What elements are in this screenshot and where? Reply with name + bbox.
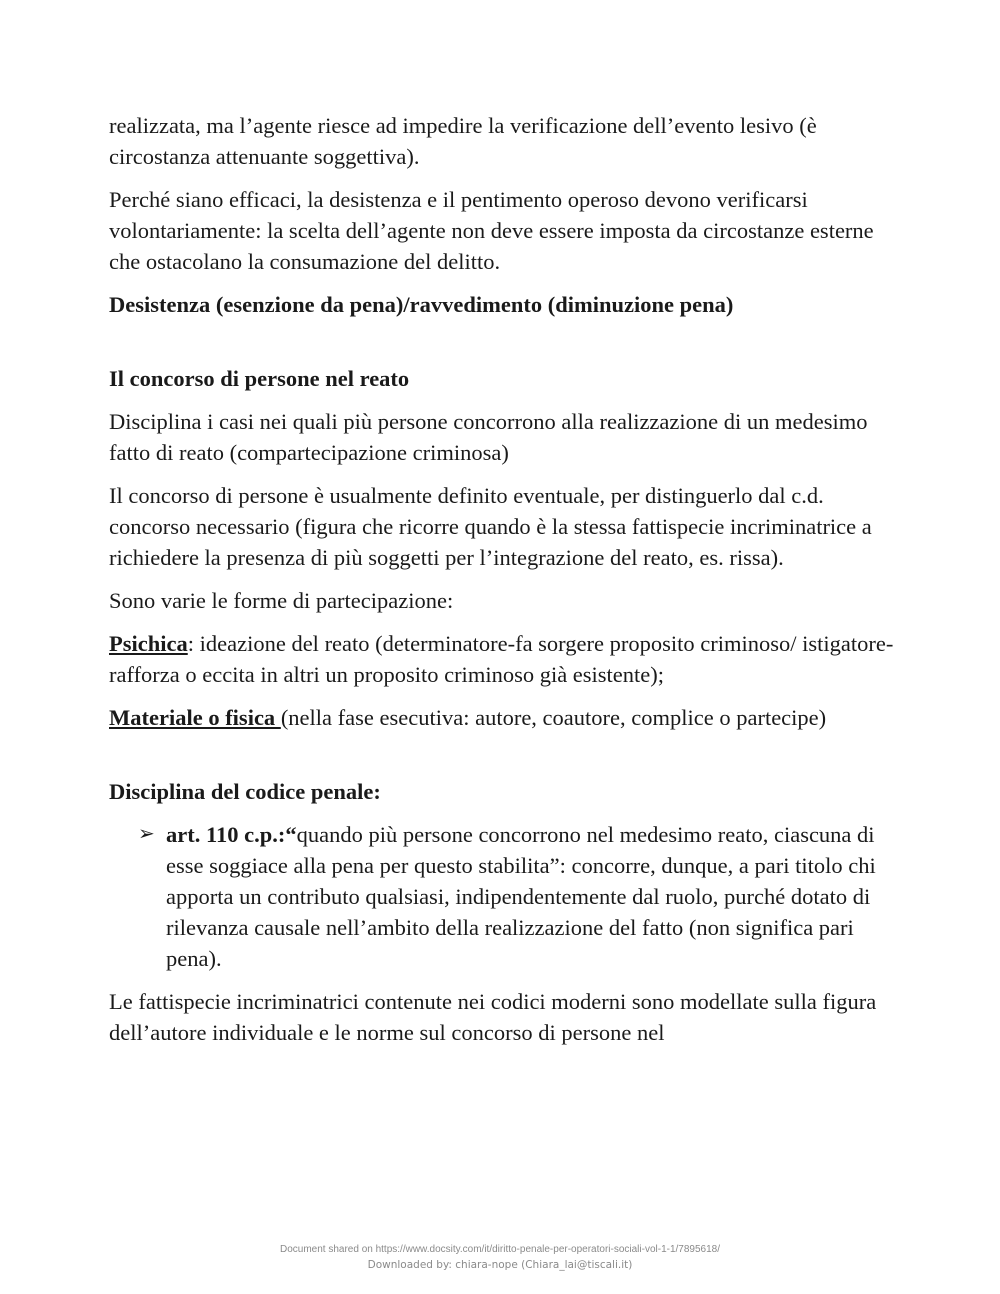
paragraph-fattispecie: Le fattispecie incriminatrici contenute nei codici moderni sono modellate sulla figura dell’autore individuale e le norme sul concorso di persone nel — [109, 989, 877, 1045]
footer-shared-link[interactable]: Document shared on https://www.docsity.com/it/diritto-penale-per-operatori-sociali-vol-1-1/7895618/ — [279, 1244, 721, 1255]
paragraph-materiale — [109, 702, 899, 733]
footer-downloaded-by: Downloaded by: chiara-nope (Chiara_lai@tiscali.it) — [367, 1259, 633, 1271]
paragraph-forme: Sono varie le forme di partecipazione: — [109, 588, 454, 613]
materiale-label: Materiale o fisica — [109, 705, 281, 730]
materiale-text: (nella fase esecutiva: autore, coautore, complice o partecipe) — [280, 705, 827, 730]
psichica-label: Psichica — [109, 631, 188, 656]
paragraph-psichica — [109, 628, 899, 690]
psichica-text: : ideazione del reato (determinatore-fa sorgere proposito criminoso/ istigatore- rafforza o eccita in altri un proposito criminoso già esistente); — [109, 631, 894, 687]
paragraph-efficacia: Perché siano efficaci, la desistenza e il pentimento operoso devono verificarsi volontariamente: la scelta dell’agente non deve essere imposta da circostanze esterne che ostacolano la consumazione del delitto. — [109, 187, 874, 274]
arrow-bullet-icon: ➢ — [138, 823, 155, 845]
spacer — [109, 332, 899, 363]
list-item-art-110 — [109, 819, 899, 974]
paragraph-disciplina: Disciplina i casi nei quali più persone concorrono alla realizzazione di un medesimo fatto di reato (compartecipazione criminosa) — [109, 409, 868, 465]
paragraph-concorso-eventuale: Il concorso di persone è usualmente definito eventuale, per distinguerlo dal c.d. concorso necessario (figura che ricorre quando è la stessa fattispecie incriminatrice a richiedere la presenza di più soggetti per l’integrazione del reato, es. rissa). — [109, 483, 872, 570]
heading-desistenza: Desistenza (esenzione da pena)/ravvedimento (diminuzione pena) — [109, 292, 734, 317]
art-110-label: art. 110 c.p.:“ — [166, 822, 297, 847]
heading-codice-penale: Disciplina del codice penale: — [109, 779, 381, 804]
spacer — [109, 745, 899, 776]
heading-concorso: Il concorso di persone nel reato — [109, 366, 410, 391]
paragraph-desistenza-end: realizzata, ma l’agente riesce ad impedire la verificazione dell’evento lesivo (è circostanza attenuante soggettiva). — [109, 113, 817, 169]
art-110-text: quando più persone concorrono nel medesimo reato, ciascuna di esse soggiace alla pena per questo stabilita”: concorre, dunque, a pari titolo chi apporta un contributo qualsiasi, indipendentemente dal ruolo, purché dotato di rilevanza causale nell’ambito della realizzazione del fatto (non significa pari pena). — [166, 822, 876, 971]
document-body — [109, 110, 899, 1060]
